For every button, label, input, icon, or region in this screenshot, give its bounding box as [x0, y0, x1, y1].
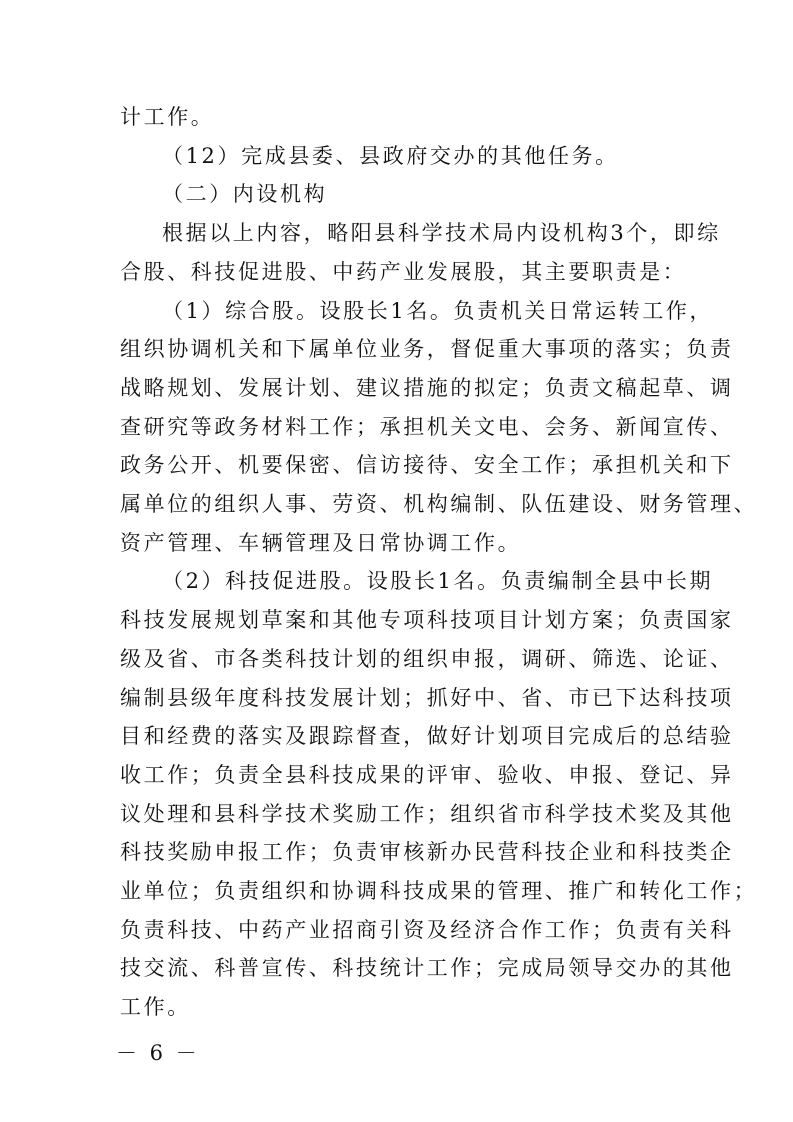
paragraph-line: 目和经费的落实及跟踪督查，做好计划项目完成后的总结验 [120, 724, 734, 748]
item-12-line: （12）完成县委、县政府交办的其他任务。 [162, 144, 619, 168]
text-line-1: 计工作。 [120, 105, 215, 129]
paragraph-line: 根据以上内容，略阳县科学技术局内设机构3个，即综 [162, 221, 721, 245]
paragraph-line: 收工作；负责全县科技成果的评审、验收、申报、登记、异 [120, 763, 734, 787]
paragraph-line: 查研究等政务材料工作；承担机关文电、会务、新闻宣传、 [120, 415, 734, 439]
paragraph-line: 属单位的组织人事、劳资、机构编制、队伍建设、财务管理、 [120, 492, 758, 516]
paragraph-line: 资产管理、车辆管理及日常协调工作。 [120, 531, 522, 555]
paragraph-line: 合股、科技促进股、中药产业发展股，其主要职责是： [120, 260, 687, 284]
paragraph-line: 编制县级年度科技发展计划；抓好中、省、市已下达科技项 [120, 686, 734, 710]
paragraph-line: 战略规划、发展计划、建议措施的拟定；负责文稿起草、调 [120, 376, 734, 400]
paragraph-line: 技交流、科普宣传、科技统计工作；完成局领导交办的其他 [120, 956, 734, 980]
page-number: － 6 － [116, 1041, 200, 1065]
paragraph-line: 工作。 [120, 995, 191, 1019]
paragraph-line: 政务公开、机要保密、信访接待、安全工作；承担机关和下 [120, 453, 734, 477]
paragraph-line: 负责科技、中药产业招商引资及经济合作工作；负责有关科 [120, 918, 734, 942]
paragraph-line: 业单位；负责组织和协调科技成果的管理、推广和转化工作； [120, 879, 758, 903]
paragraph-line: 科技发展规划草案和其他专项科技项目计划方案；负责国家 [120, 608, 734, 632]
section-heading: （二）内设机构 [162, 182, 328, 206]
promotion-section-line: （2）科技促进股。设股长1名。负责编制全县中长期 [162, 569, 714, 593]
paragraph-line: 议处理和县科学技术奖励工作；组织省市科学技术奖及其他 [120, 802, 734, 826]
paragraph-line: 组织协调机关和下属单位业务，督促重大事项的落实；负责 [120, 337, 734, 361]
general-section-line: （1）综合股。设股长1名。负责机关日常运转工作， [162, 299, 714, 323]
paragraph-line: 科技奖励申报工作；负责审核新办民营科技企业和科技类企 [120, 840, 734, 864]
paragraph-line: 级及省、市各类科技计划的组织申报，调研、筛选、论证、 [120, 647, 734, 671]
